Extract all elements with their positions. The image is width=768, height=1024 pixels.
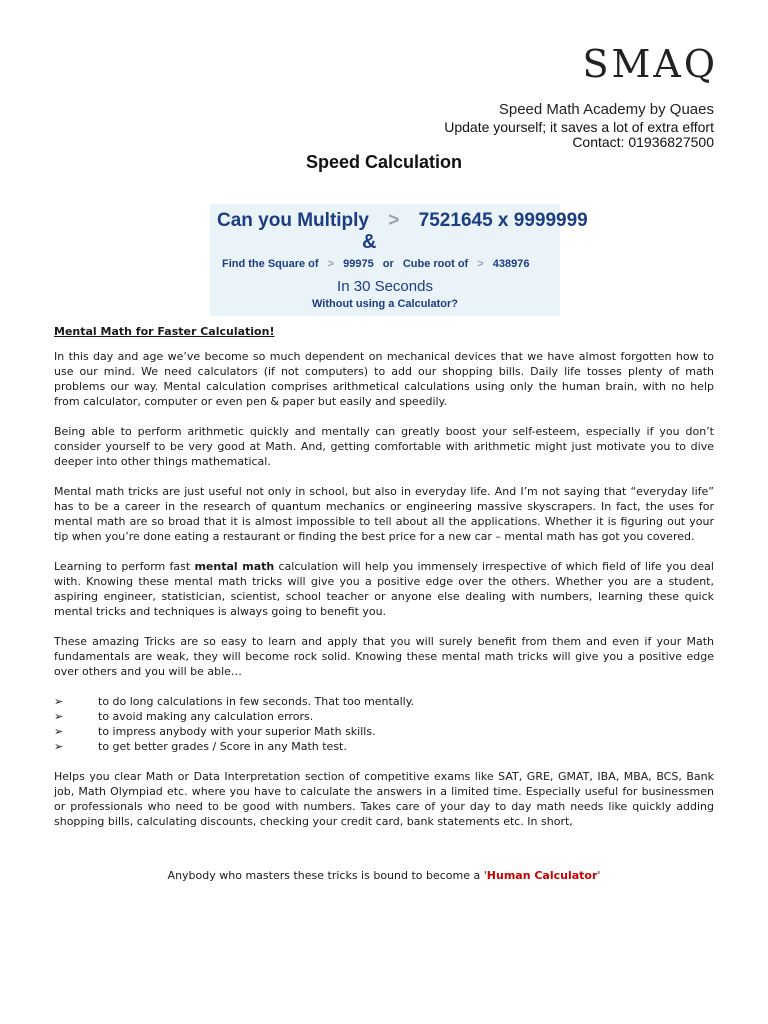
- paragraph-4-bold: mental math: [194, 560, 275, 573]
- contact-info: Contact: 01936827500: [572, 134, 714, 150]
- closing-line: [0, 869, 768, 882]
- paragraph-4: [54, 559, 714, 619]
- arrow-bullet-icon: ➢: [54, 740, 64, 753]
- tagline: Speed Math Academy by Quaes: [498, 101, 714, 118]
- paragraph-3: Mental math tricks are just useful not only in school, but also in everyday life. And I’m not saying that “everyday life” has to be a career in the research of quantum mechanics or engineering massive skyscrapers. In fact, the uses for mental math are so broad that it is almost impossible to tell about all the applications. Whether it is figuring out your tip when you’re done eating a restaurant or finding the best price for a new car – mental math has got you covered.: [54, 485, 714, 543]
- list-item-text: to do long calculations in few seconds. That too mentally.: [98, 695, 415, 708]
- benefit-list: [54, 694, 714, 754]
- list-item: [54, 724, 714, 739]
- promo-banner: [210, 204, 588, 316]
- closing-start: Anybody who masters these tricks is bound to become a ': [167, 869, 487, 882]
- banner-cube-value: 438976: [492, 258, 530, 270]
- closing-highlight: Human Calculator: [486, 869, 598, 882]
- banner-cube-label: Cube root of: [402, 258, 469, 270]
- arrow-bullet-icon: ➢: [54, 710, 64, 723]
- banner-question: Without using a Calculator?: [312, 298, 458, 310]
- banner-square-value: 99975: [343, 258, 374, 270]
- banner-multiply-value: 7521645 x 9999999: [418, 210, 588, 231]
- list-item: [54, 739, 714, 754]
- article-heading: Mental Math for Faster Calculation!: [54, 325, 275, 338]
- list-item: [54, 709, 714, 724]
- chevron-right-icon: >: [327, 258, 335, 270]
- paragraph-4-start: Learning to perform fast: [54, 560, 195, 573]
- paragraph-1: In this day and age we’ve become so much dependent on mechanical devices that we have almost forgotten how to use our mind. We need calculators (if not computers) to add our shopping bills. Daily life tosses plenty of math problems our way. Mental calculation comprises arithmetical calculations using only the human brain, with no help from calculator, computer or even pen & paper but easily and speedily.: [54, 350, 714, 408]
- arrow-bullet-icon: ➢: [54, 725, 64, 738]
- banner-time: In 30 Seconds: [337, 278, 433, 295]
- chevron-right-icon: >: [477, 258, 484, 270]
- banner-or: or: [382, 258, 394, 270]
- banner-line-multiply: [217, 210, 588, 232]
- paragraph-6: Helps you clear Math or Data Interpretation section of competitive exams like SAT, GRE, GMAT, IBA, MBA, BCS, Bank job, Math Olympiad etc. where you have to calculate the answers in a limited time. Especially useful for businessmen or professionals who need to be good with numbers. Takes care of your day to day math needs like quickly adding shopping bills, calculating discounts, checking your credit card, bank statements etc. In short,: [54, 770, 714, 828]
- list-item: [54, 694, 714, 709]
- banner-ampersand: &: [362, 231, 377, 253]
- banner-multiply-label: Can you Multiply: [217, 210, 369, 231]
- paragraph-2: Being able to perform arithmetic quickly and mentally can greatly boost your self-esteem, especially if you don’t consider yourself to be very good at Math. And, getting comfortable with arithmetic might just motivate you to dive deeper into other things mathematical.: [54, 425, 714, 468]
- chevron-right-icon: >: [388, 210, 400, 231]
- list-item-text: to impress anybody with your superior Math skills.: [98, 725, 376, 738]
- paragraph-4-end: calculation will help you immensely irrespective of which field of life you deal with. Knowing these mental math tricks will give you a positive edge over the others. Whether you are a student, aspiring engineer, statistician, scientist, school teacher or anyone else dealing with numbers, learning these quick mental tricks and techniques is always going to benefit you.: [54, 560, 714, 618]
- motto: Update yourself; it saves a lot of extra effort: [444, 119, 714, 135]
- list-item-text: to get better grades / Score in any Math test.: [98, 740, 347, 753]
- paragraph-5: These amazing Tricks are so easy to learn and apply that you will surely benefit from them and even if your Math fundamentals are weak, they will become rock solid. Knowing these mental math tricks will give you a positive edge over others and you will be able…: [54, 635, 714, 678]
- arrow-bullet-icon: ➢: [54, 695, 64, 708]
- closing-end: ': [597, 869, 601, 882]
- logo: SMAQ: [582, 42, 718, 86]
- banner-line-square: [222, 258, 530, 270]
- page-title: Speed Calculation: [305, 152, 463, 172]
- banner-square-label: Find the Square of: [222, 258, 319, 270]
- article-body: [54, 320, 714, 844]
- list-item-text: to avoid making any calculation errors.: [98, 710, 314, 723]
